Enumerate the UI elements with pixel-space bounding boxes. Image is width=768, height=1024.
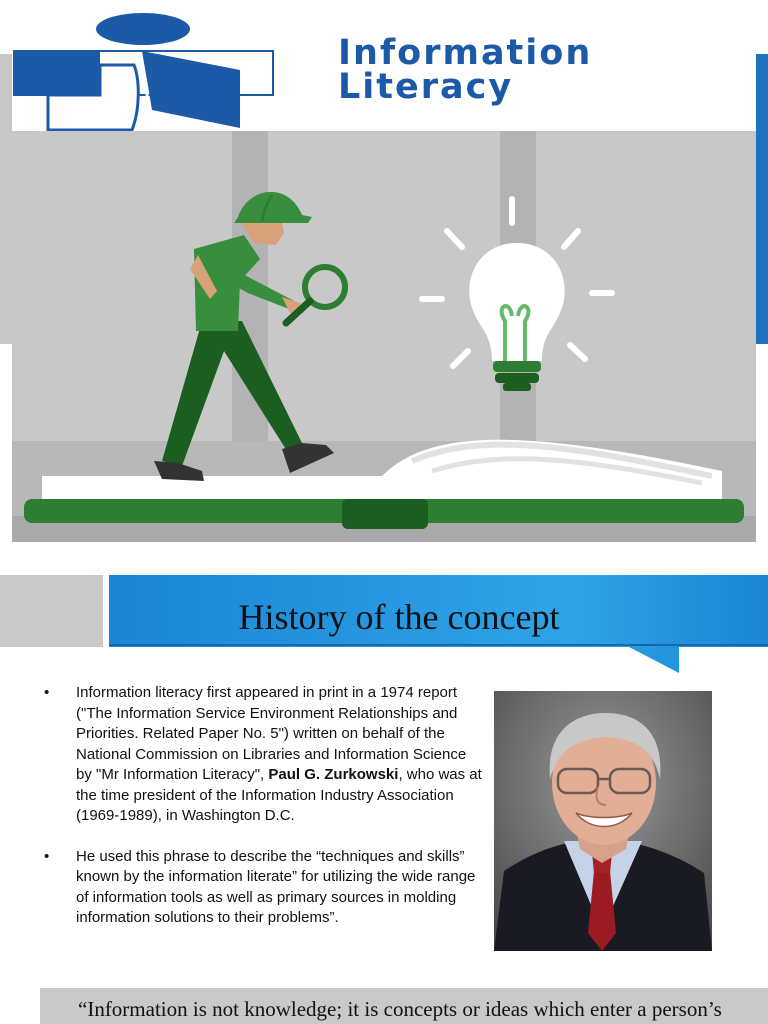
quote-bar: [40, 988, 768, 1024]
slide-heading: History of the concept: [238, 597, 560, 637]
bullet-text-continued: , who was at the time president of the Information Industry Association (1969-1989), in Washington D.C.: [76, 766, 482, 824]
bullet-text: Information literacy first appeared in print in a 1974 report ("The Information Service Environment Relationships and Priorities. Related Paper No. 5") written on behalf of the National Commission on Libraries and Information Science by "Mr Information Literacy",: [76, 684, 467, 783]
bullet-item: [44, 683, 484, 827]
bullet-dot-icon: •: [44, 847, 50, 865]
gray-tab-accent: [0, 575, 103, 647]
person-name: Paul G. Zurkowski: [268, 766, 399, 783]
bullet-list: [44, 683, 484, 929]
title-line-1: Information: [338, 33, 593, 73]
bullet-item: [44, 847, 484, 929]
portrait-photo: [494, 691, 712, 951]
title-line-2: Literacy: [338, 67, 514, 107]
bullet-dot-icon: •: [44, 684, 50, 701]
left-edge-strip: [0, 54, 12, 344]
detective-illustration: [12, 131, 756, 542]
right-edge-strip: [756, 54, 768, 344]
logo-mark: [12, 10, 277, 135]
quote-text: “Information is not knowledge; it is concepts or ideas which enter a person’s: [78, 997, 722, 1021]
history-slide: [0, 575, 768, 1024]
bullet-text: He used this phrase to describe the “techniques and skills” known by the information literate” for utilizing the wide range of information tools as well as primary sources in molding information solutions to their problems”.: [76, 847, 476, 926]
slide-title: [338, 33, 593, 107]
